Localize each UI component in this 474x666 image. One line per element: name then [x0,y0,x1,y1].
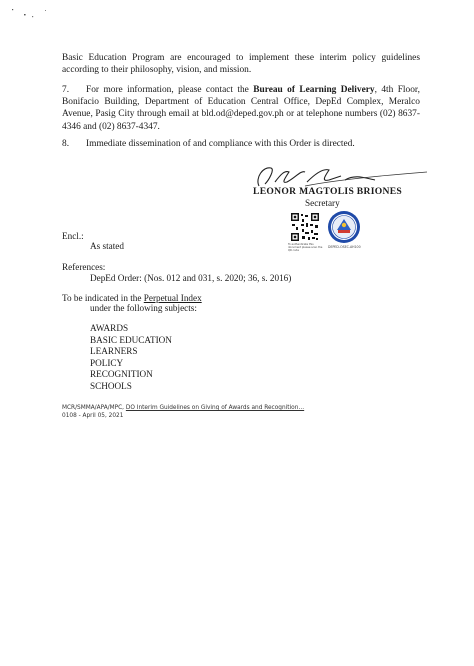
para-7-post: , 4th Floor, Bonifacio Building, Department of Education Central Office, DepEd Complex, Meralco Avenue, Pasig City through email at bld.od@deped.gov.ph or at telephone numbers (02) 8637-4346 and (02) 8637-4347. [62,85,420,132]
references-value: DepEd Order: (Nos. 012 and 031, s. 2020; 36, s. 2016) [90,273,292,283]
para-intro: Basic Education Program are encouraged to implement these interim policy guidelines according to their philosophy, vision, and mission. [62,53,420,76]
para-8-text: Immediate dissemination of and compliance with this Order is directed. [86,139,355,149]
subject-list [90,323,172,393]
qr-code-icon [290,212,320,242]
qr-caption: To authenticate this document please scan the QR code [288,243,323,252]
list-item: LEARNERS [90,346,138,357]
deped-seal-icon [327,210,361,244]
para-8 [62,138,420,150]
encl-value: As stated [90,241,124,251]
list-item: BASIC EDUCATION [90,334,172,345]
para-7-bold: Bureau of Learning Delivery [253,85,375,95]
scan-marks [10,6,50,26]
footer-title-link: DO Interim Guidelines on Giving of Awards and Recognition… [125,405,305,411]
seal-caption: DEPED-OSEC-AH100 [328,245,361,249]
footer-date: 0108 - April 05, 2021 [62,413,124,419]
list-item: POLICY [90,357,124,368]
list-item: AWARDS [90,323,129,333]
para-7-number: 7. [62,85,70,95]
signatory-name: LEONOR MAGTOLIS BRIONES [253,186,403,197]
list-item: SCHOOLS [90,380,132,391]
index-pre: To be indicated in the [62,293,144,303]
signatory-title: Secretary [305,198,340,208]
para-8-number: 8. [62,139,70,149]
references-label: References: [62,262,106,272]
footer-ref [62,404,304,412]
index-line-2: under the following subjects: [90,303,197,313]
perpetual-index-link: Perpetual Index [143,293,202,303]
para-7-pre: For more information, please contact the [86,85,254,95]
para-7 [62,84,420,133]
list-item: RECOGNITION [90,369,153,380]
encl-label: Encl.: [62,231,84,241]
footer-pre: MCR/SMMA/APA/MPC, [62,405,126,411]
